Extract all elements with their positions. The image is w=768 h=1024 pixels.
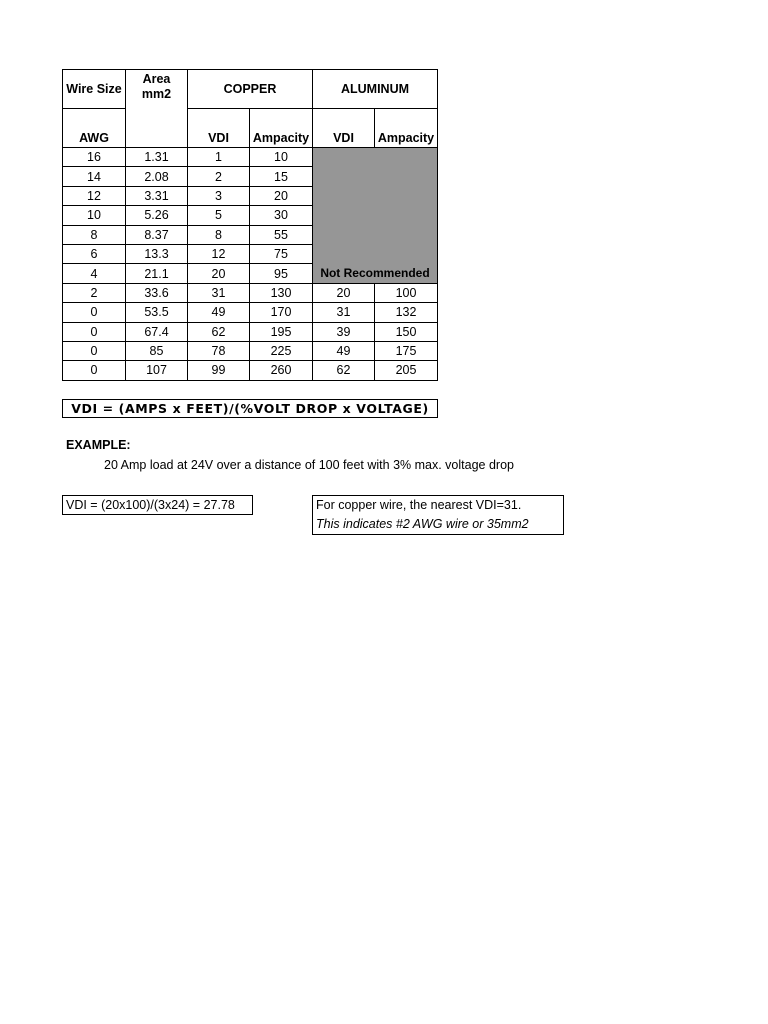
awg-cell: 8 xyxy=(63,225,126,244)
area-cell: 53.5 xyxy=(126,303,188,322)
awg-cell: 0 xyxy=(63,361,126,380)
copper-vdi-cell: 78 xyxy=(188,341,250,360)
awg-cell: 2 xyxy=(63,283,126,302)
result-box xyxy=(312,495,564,535)
aluminum-vdi-cell: 31 xyxy=(313,303,375,322)
area-cell: 85 xyxy=(126,341,188,360)
area-cell: 13.3 xyxy=(126,244,188,263)
aluminum-vdi-cell: 20 xyxy=(313,283,375,302)
copper-vdi-cell: 49 xyxy=(188,303,250,322)
not-recommended-cell: Not Recommended xyxy=(313,148,438,284)
copper-ampacity-cell: 30 xyxy=(250,206,313,225)
copper-ampacity-cell: 10 xyxy=(250,148,313,167)
copper-ampacity-cell: 170 xyxy=(250,303,313,322)
aluminum-ampacity-cell: 205 xyxy=(375,361,438,380)
area-cell: 107 xyxy=(126,361,188,380)
aluminum-vdi-cell: 39 xyxy=(313,322,375,341)
copper-vdi-cell: 2 xyxy=(188,167,250,186)
header-aluminum: ALUMINUM xyxy=(313,70,438,109)
awg-cell: 0 xyxy=(63,341,126,360)
area-cell: 3.31 xyxy=(126,186,188,205)
header-area-line1: Area xyxy=(142,72,171,86)
example-text: 20 Amp load at 24V over a distance of 100 feet with 3% max. voltage drop xyxy=(104,458,514,472)
copper-vdi-cell: 12 xyxy=(188,244,250,263)
awg-cell: 0 xyxy=(63,322,126,341)
copper-ampacity-cell: 260 xyxy=(250,361,313,380)
copper-ampacity-cell: 95 xyxy=(250,264,313,283)
awg-cell: 6 xyxy=(63,244,126,263)
header-awg: AWG xyxy=(63,109,126,148)
header-copper-vdi: VDI xyxy=(188,109,250,148)
result-line-2: This indicates #2 AWG wire or 35mm2 xyxy=(316,517,529,531)
header-wire-size: Wire Size xyxy=(63,70,126,109)
area-cell: 67.4 xyxy=(126,322,188,341)
header-aluminum-ampacity: Ampacity xyxy=(375,109,438,148)
header-aluminum-vdi: VDI xyxy=(313,109,375,148)
table-row xyxy=(63,322,438,341)
example-title: EXAMPLE: xyxy=(66,438,131,452)
aluminum-ampacity-cell: 100 xyxy=(375,283,438,302)
area-cell: 21.1 xyxy=(126,264,188,283)
copper-vdi-cell: 1 xyxy=(188,148,250,167)
copper-vdi-cell: 3 xyxy=(188,186,250,205)
copper-vdi-cell: 31 xyxy=(188,283,250,302)
header-area xyxy=(126,70,188,148)
copper-ampacity-cell: 15 xyxy=(250,167,313,186)
copper-vdi-cell: 5 xyxy=(188,206,250,225)
aluminum-vdi-cell: 49 xyxy=(313,341,375,360)
vdi-calculation-box: VDI = (20x100)/(3x24) = 27.78 xyxy=(62,495,253,515)
copper-vdi-cell: 20 xyxy=(188,264,250,283)
copper-ampacity-cell: 195 xyxy=(250,322,313,341)
area-cell: 33.6 xyxy=(126,283,188,302)
awg-cell: 12 xyxy=(63,186,126,205)
header-copper: COPPER xyxy=(188,70,313,109)
table-row xyxy=(63,283,438,302)
copper-vdi-cell: 8 xyxy=(188,225,250,244)
table-row xyxy=(63,148,438,167)
copper-ampacity-cell: 225 xyxy=(250,341,313,360)
result-line-1: For copper wire, the nearest VDI=31. xyxy=(316,498,522,512)
copper-vdi-cell: 62 xyxy=(188,322,250,341)
awg-cell: 0 xyxy=(63,303,126,322)
area-cell: 8.37 xyxy=(126,225,188,244)
awg-cell: 16 xyxy=(63,148,126,167)
area-cell: 5.26 xyxy=(126,206,188,225)
awg-cell: 4 xyxy=(63,264,126,283)
copper-ampacity-cell: 75 xyxy=(250,244,313,263)
aluminum-vdi-cell: 62 xyxy=(313,361,375,380)
copper-ampacity-cell: 55 xyxy=(250,225,313,244)
area-cell: 2.08 xyxy=(126,167,188,186)
wire-size-table xyxy=(62,69,438,381)
aluminum-ampacity-cell: 132 xyxy=(375,303,438,322)
table-row xyxy=(63,303,438,322)
header-copper-ampacity: Ampacity xyxy=(250,109,313,148)
copper-vdi-cell: 99 xyxy=(188,361,250,380)
aluminum-ampacity-cell: 150 xyxy=(375,322,438,341)
awg-cell: 14 xyxy=(63,167,126,186)
copper-ampacity-cell: 130 xyxy=(250,283,313,302)
header-area-line2: mm2 xyxy=(141,87,172,101)
awg-cell: 10 xyxy=(63,206,126,225)
copper-ampacity-cell: 20 xyxy=(250,186,313,205)
area-cell: 1.31 xyxy=(126,148,188,167)
table-row xyxy=(63,361,438,380)
vdi-formula: VDI = (AMPS x FEET)/(%VOLT DROP x VOLTAGE) xyxy=(62,399,438,418)
table-row xyxy=(63,341,438,360)
aluminum-ampacity-cell: 175 xyxy=(375,341,438,360)
